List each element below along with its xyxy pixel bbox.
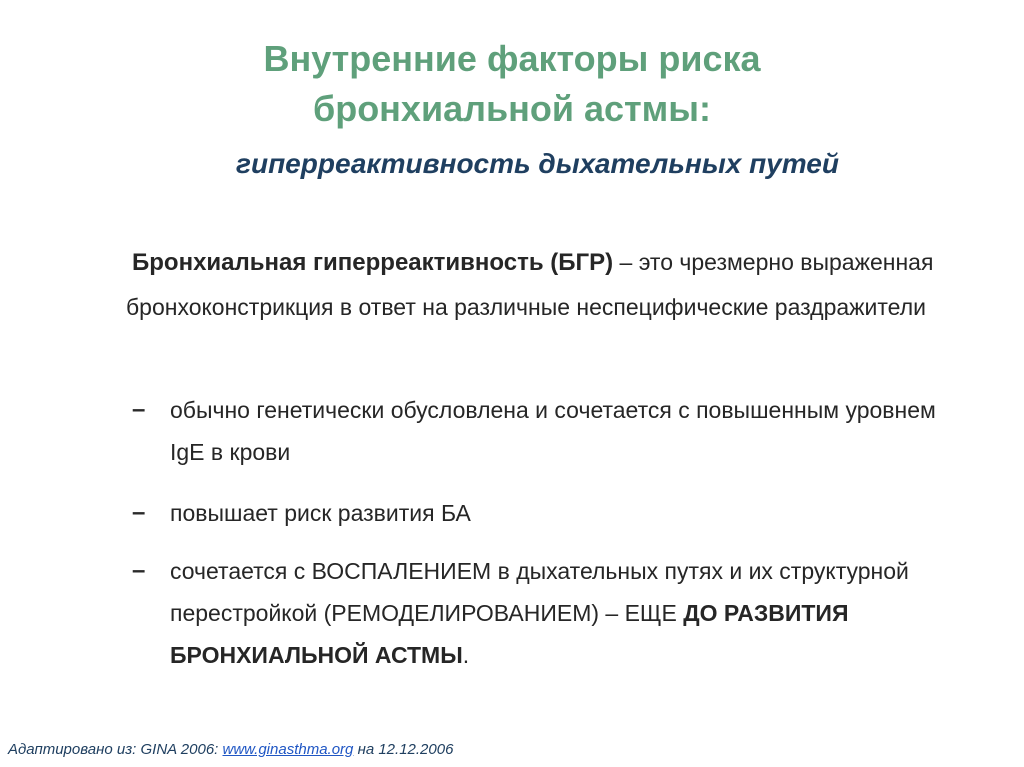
title-line-1: Внутренние факторы риска [263,38,761,79]
slide-subtitle: гиперреактивность дыхательных путей [236,148,839,179]
bullet-item-inflammation [132,550,950,676]
definition-text: – это чрезмерно выраженная бронхоконстрикция в ответ на различные неспецифические раздражители [126,249,934,320]
bullet-item-genetic [132,389,950,473]
definition-term: Бронхиальная гиперреактивность (БГР) [132,249,614,276]
bullet-bold-text: ДО РАЗВИТИЯ БРОНХИАЛЬНОЙ АСТМЫ [170,600,849,668]
source-link[interactable]: www.ginasthma.org [222,741,354,758]
source-footnote [8,740,453,760]
bullet-text: повышает риск развития БА [170,500,471,526]
dash-bullet-icon: – [132,557,146,584]
bullet-end-punctuation: . [462,642,470,668]
dash-bullet-icon: – [132,396,146,423]
title-line-2: бронхиальной астмы: [312,88,712,129]
bullet-text: сочетается с ВОСПАЛЕНИЕМ в дыхательных путях и их структурной перестройкой (РЕМОДЕЛИРОВАНИЕМ) – ЕЩЕ [170,558,909,626]
bullet-item-risk [132,492,950,534]
dash-bullet-icon: – [132,499,146,526]
bullet-text: обычно генетически обусловлена и сочетается с повышенным уровнем IgE в крови [170,397,936,465]
footnote-prefix: Адаптировано из: GINA 2006: [8,741,223,758]
footnote-suffix: на 12.12.2006 [353,741,454,758]
